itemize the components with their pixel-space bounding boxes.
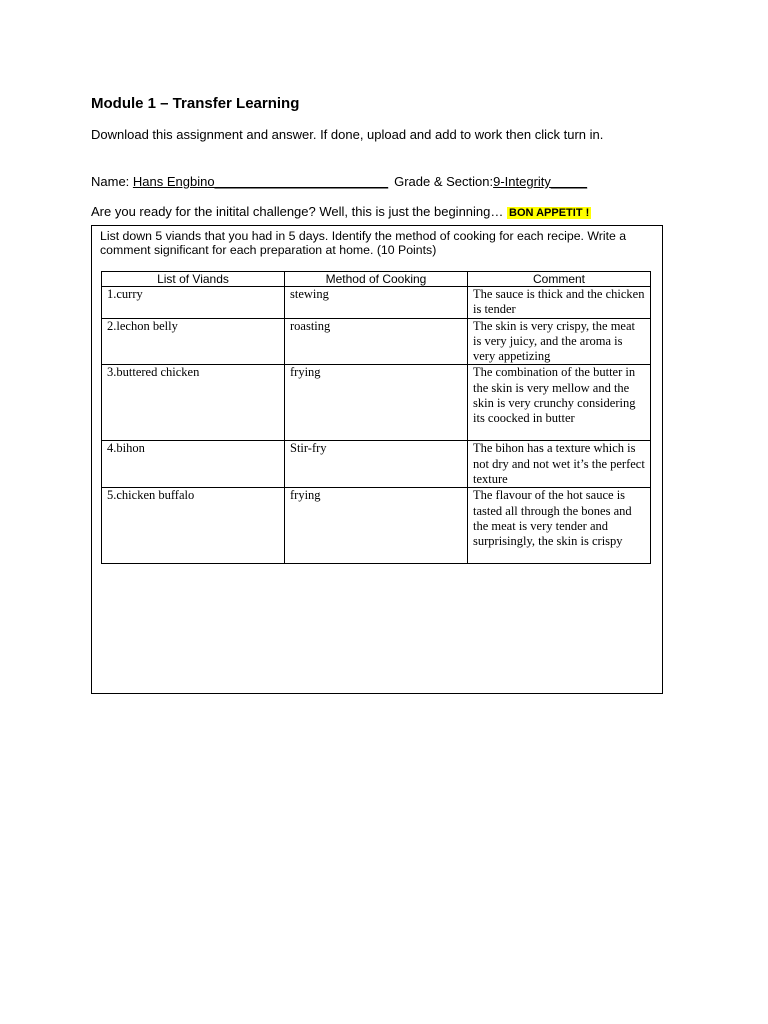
section-label: Grade & Section: [394,174,494,189]
name-line [91,174,587,189]
method-cell: stewing [285,287,468,319]
table-header-row [102,272,651,287]
name-value: Hans Engbino________________________ [132,174,389,189]
viand-cell: 2.lechon belly [102,318,285,365]
task-box [91,225,663,694]
method-cell: frying [285,365,468,441]
table-row [102,318,651,365]
comment-cell: The combination of the butter in the skin is very mellow and the skin is very crunchy considering its coocked in butter [468,365,651,441]
header-viands: List of Viands [102,272,285,287]
comment-cell: The bihon has a texture which is not dry and not wet it’s the perfect texture [468,441,651,488]
viand-cell: 5.chicken buffalo [102,488,285,564]
header-method: Method of Cooking [285,272,468,287]
table-row [102,488,651,564]
intro-text: Download this assignment and answer. If done, upload and add to work then click turn in. [91,127,604,142]
viand-cell: 3.buttered chicken [102,365,285,441]
task-instructions: List down 5 viands that you had in 5 days. Identify the method of cooking for each recipe. Write a comment significant for each preparation at home. (10 Points) [100,229,627,257]
comment-cell: The sauce is thick and the chicken is tender [468,287,651,319]
name-label: Name: [91,174,133,189]
table-row [102,365,651,441]
method-cell: roasting [285,318,468,365]
table-row [102,287,651,319]
challenge-line [91,204,591,219]
method-cell: Stir-fry [285,441,468,488]
page-title: Module 1 – Transfer Learning [91,95,300,112]
viand-cell: 1.curry [102,287,285,319]
header-comment: Comment [468,272,651,287]
section-value: 9-Integrity_____ [493,174,588,189]
table-row [102,441,651,488]
comment-cell: The skin is very crispy, the meat is very juicy, and the aroma is very appetizing [468,318,651,365]
highlight-text: BON APPETIT ! [509,207,590,219]
method-cell: frying [285,488,468,564]
challenge-text: Are you ready for the initital challenge? Well, this is just the beginning… [91,204,504,219]
viands-table [101,271,651,564]
comment-cell: The flavour of the hot sauce is tasted all through the bones and the meat is very tender and surprisingly, the skin is crispy [468,488,651,564]
viand-cell: 4.bihon [102,441,285,488]
